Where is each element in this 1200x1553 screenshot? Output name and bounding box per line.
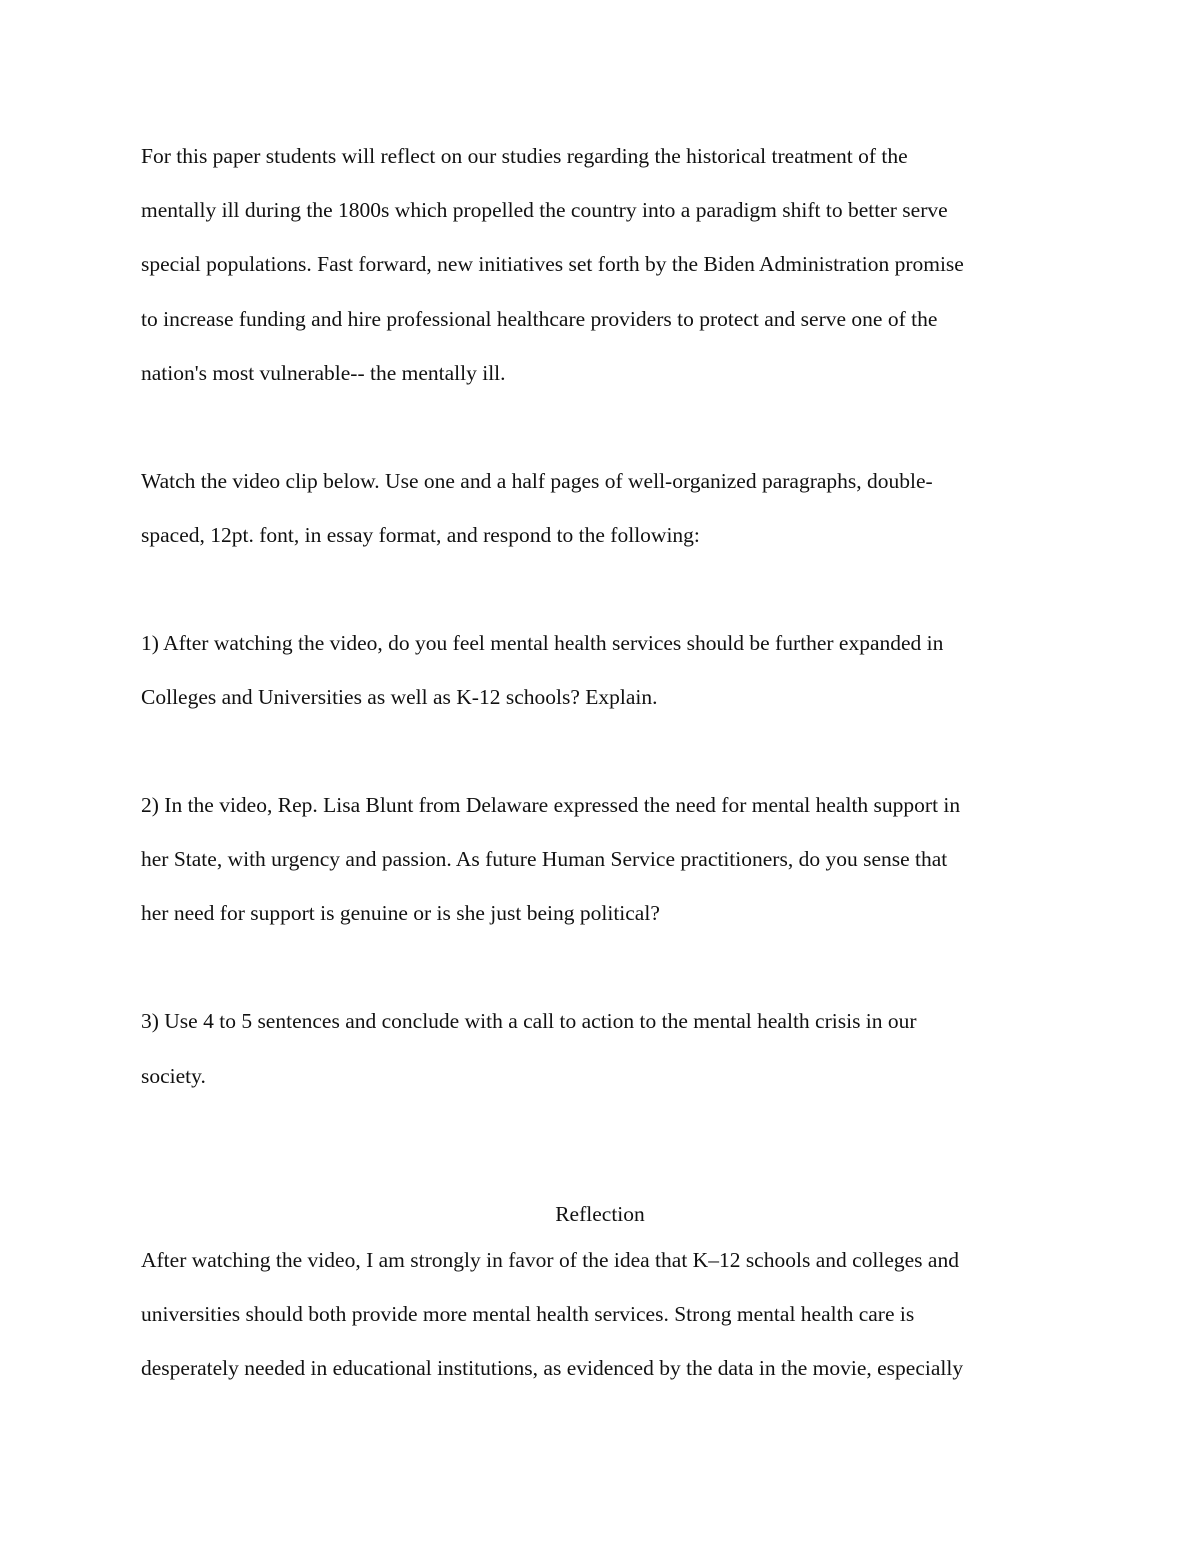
reflection-line-1: After watching the video, I am strongly in favor of the idea that K–12 schools and colleges and	[141, 1248, 959, 1272]
question3-line-2: society.	[141, 1064, 206, 1088]
intro-line-4: to increase funding and hire professional healthcare providers to protect and serve one of the	[141, 307, 938, 331]
reflection-heading: Reflection	[555, 1202, 645, 1226]
intro-line-1: For this paper students will reflect on our studies regarding the historical treatment of the	[141, 144, 908, 168]
instructions-line-1: Watch the video clip below. Use one and a half pages of well-organized paragraphs, double-	[141, 469, 933, 493]
question2-line-1: 2) In the video, Rep. Lisa Blunt from Delaware expressed the need for mental health support in	[141, 793, 961, 817]
question1-line-2: Colleges and Universities as well as K-12 schools? Explain.	[141, 685, 658, 709]
instructions-line-2: spaced, 12pt. font, in essay format, and respond to the following:	[141, 523, 700, 547]
reflection-line-2: universities should both provide more mental health services. Strong mental health care is	[141, 1302, 915, 1326]
intro-line-3: special populations. Fast forward, new initiatives set forth by the Biden Administration promise	[141, 252, 964, 276]
reflection-line-3: desperately needed in educational institutions, as evidenced by the data in the movie, especially	[141, 1356, 964, 1380]
question1-line-1: 1) After watching the video, do you feel mental health services should be further expanded in	[141, 631, 944, 655]
question2-line-3: her need for support is genuine or is she just being political?	[141, 901, 660, 925]
question3-line-1: 3) Use 4 to 5 sentences and conclude with a call to action to the mental health crisis in our	[141, 1009, 917, 1033]
intro-line-2: mentally ill during the 1800s which propelled the country into a paradigm shift to better serve	[141, 198, 948, 222]
question2-line-2: her State, with urgency and passion. As future Human Service practitioners, do you sense that	[141, 847, 948, 871]
intro-line-5: nation's most vulnerable-- the mentally ill.	[141, 361, 506, 385]
